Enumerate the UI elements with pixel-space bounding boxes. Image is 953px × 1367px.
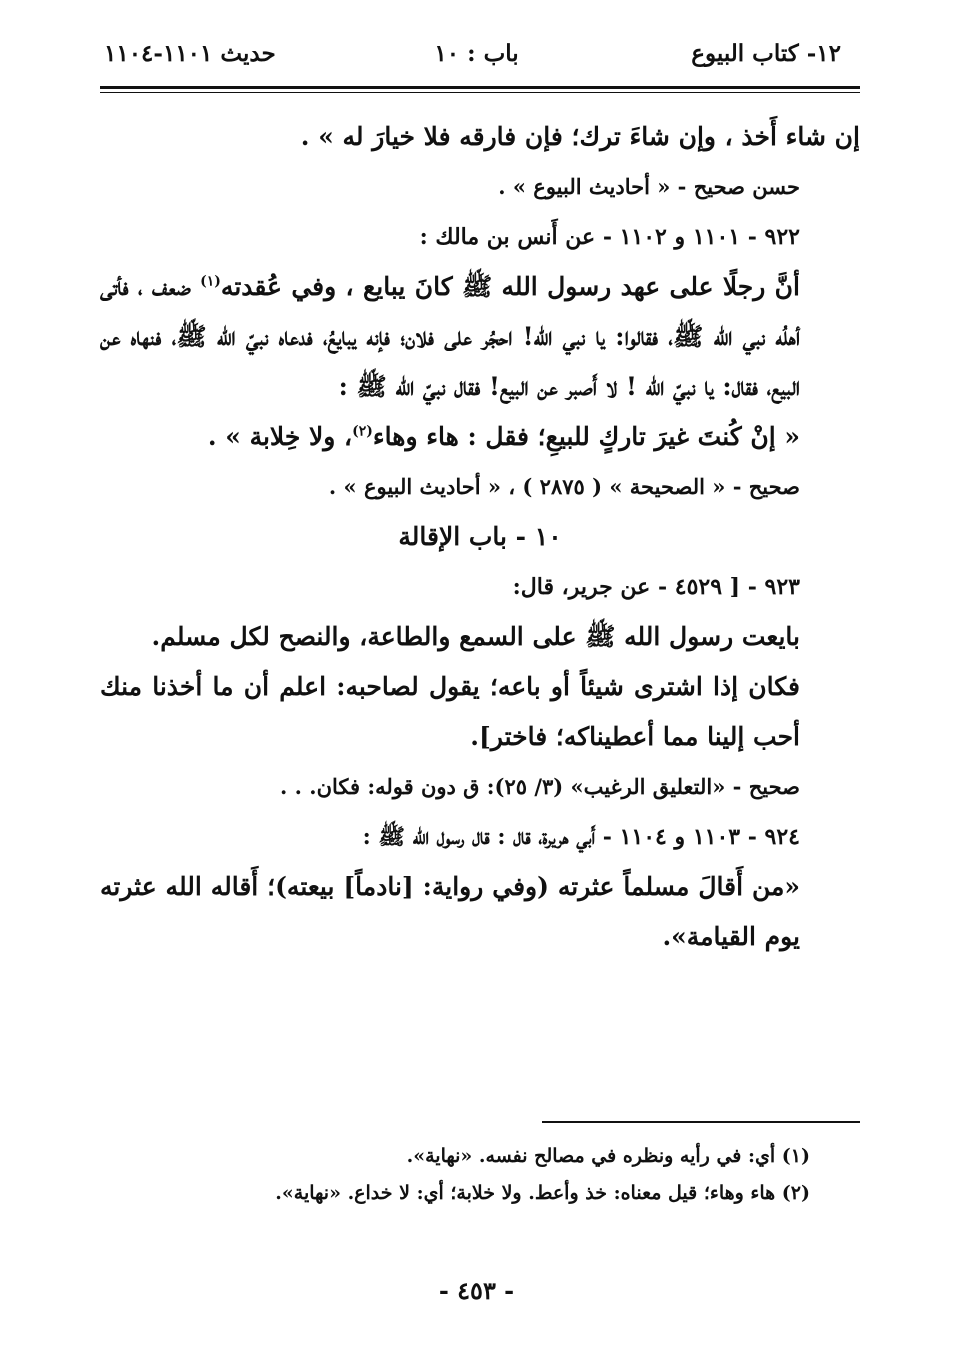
paragraph-text: حسن صحيح - « أحاديث البيوع » .: [498, 174, 800, 199]
footnote-2: (٢) هاء وهاء؛ قيل معناه: خذ وأعط. ولا خلابة؛ أي: لا خداع. «نهاية».: [275, 1182, 810, 1204]
chapter-heading: [100, 512, 860, 562]
footnote-marker: (١): [200, 273, 221, 290]
paragraph-text: ١٠ - باب الإقالة: [398, 522, 562, 551]
paragraph: [100, 162, 860, 212]
paragraph-text: أنَّ رجلًا على عهد رسول الله ﷺ كانَ يبايع ، وفي عُقدته: [220, 272, 800, 301]
paragraph-text: صحيح - « الصحيحة » ( ٢٨٧٥ ) ، « أحاديث البيوع » .: [328, 474, 800, 499]
footnote-marker: (٢): [352, 423, 373, 440]
paragraph: [100, 562, 860, 612]
paragraph: [100, 212, 860, 262]
paragraph-text: صحيح - «التعليق الرغيب» (٣/ ٢٥): ق دون قوله: فكان. . .: [280, 774, 800, 799]
paragraph-text: ٩٢٤ - ١١٠٣ و ١١٠٤ - أَبي هريرة، قال : قال رسول الله ﷺ :: [362, 824, 800, 850]
footnotes: [100, 1138, 810, 1212]
paragraph-text: إن شاء أَخذ ، وإن شاءَ ترك؛ فإن فارقه فلا خيارَ له » .: [300, 122, 860, 151]
paragraph: [100, 762, 860, 812]
paragraph-text: ٩٢٢ - ١١٠١ و ١١٠٢ - عن أَنس بن مالك :: [419, 224, 800, 250]
running-header-hadith-range: حديث ١١٠١-١١٠٤: [104, 40, 276, 67]
paragraph-text-continued: ضعف ، فأتى أهلُه نبي الله ﷺ، فقالوا: يا نبي الله! احجُر على فلان؛ فإنه يبايعُ، فدعاه نبيّ الله ﷺ، فنهاه عن البيع، فقال: يا نبيّ الله ! لا أَصبر عن البيع! فقال نبيّ الله ﷺ :: [100, 272, 800, 401]
page-number: - ٤٥٣ -: [438, 1276, 515, 1305]
running-header-book-title: ١٢- كتاب البيوع: [691, 40, 841, 67]
footnote-1: (١) أي: في رأيه ونظره في مصالح نفسه. «نهاية».: [406, 1145, 810, 1167]
header-rule-thick: [100, 86, 860, 89]
paragraph-text: «من أَقالَ مسلماً عثرته (وفي رواية: [نادماً] بيعته)؛ أَقاله الله عثرته يوم القيامة».: [100, 872, 800, 951]
paragraph: [100, 612, 860, 662]
main-text: [100, 112, 860, 962]
paragraph-text: فكان إذا اشترى شيئاً أو باعه؛ يقول لصاحبه: اعلم أن ما أخذنا منك أحب إلينا مما أعطيناكه؛ فاختر].: [100, 672, 800, 751]
running-header-chapter: باب : ١٠: [434, 40, 519, 67]
paragraph: [100, 412, 860, 462]
paragraph: [100, 812, 860, 862]
paragraph: [100, 462, 860, 512]
paragraph-text: ٩٢٣ - [ ٤٥٢٩ - عن جرير، قال:: [512, 574, 800, 600]
paragraph: [100, 862, 860, 962]
paragraph: [100, 262, 860, 412]
footnote-separator: [542, 1121, 860, 1123]
header-rule-thin: [100, 92, 860, 93]
paragraph-text: « إنْ كُنتَ غيرَ تاركٍ للبيعِ؛ فقل : هاء وهاء: [372, 422, 800, 451]
paragraph-text-continued: ، ولا خِلابة » .: [207, 422, 353, 451]
paragraph: [100, 662, 860, 762]
paragraph: [100, 112, 860, 162]
paragraph-text: بايعت رسول الله ﷺ على السمع والطاعة، والنصح لكل مسلم.: [151, 622, 800, 651]
